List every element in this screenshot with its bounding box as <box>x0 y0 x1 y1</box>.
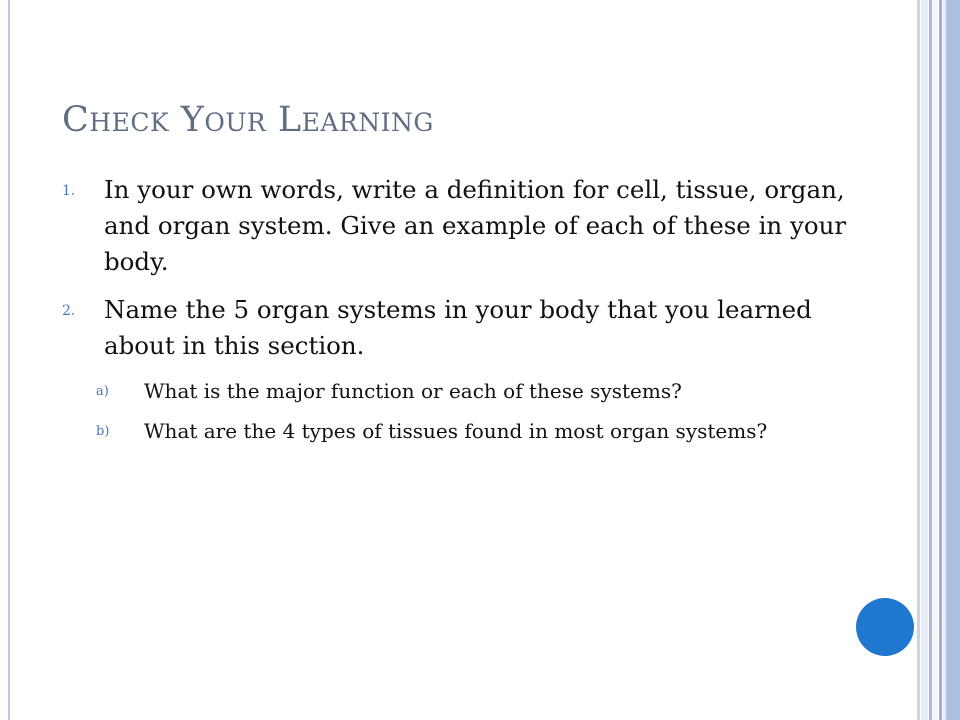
slide-title: Check Your Learning <box>62 100 434 140</box>
sub-list-item <box>62 376 852 406</box>
subitem-text: What is the major function or each of these systems? <box>144 379 682 403</box>
decorative-stripe <box>939 0 942 720</box>
item-number: 2. <box>62 303 76 319</box>
decorative-circle <box>856 598 914 656</box>
subitem-letter: b) <box>96 424 110 439</box>
decorative-stripe <box>921 0 928 720</box>
decorative-stripe <box>929 0 932 720</box>
sub-list-item <box>62 416 852 446</box>
list-item <box>62 292 852 364</box>
item-number: 1. <box>62 183 76 199</box>
left-border-line <box>8 0 10 720</box>
subitem-letter: a) <box>96 384 109 399</box>
decorative-stripe <box>933 0 938 720</box>
question-list <box>62 172 852 456</box>
decorative-stripe <box>946 0 960 720</box>
item-text: Name the 5 organ systems in your body that you learned about in this section. <box>104 295 812 360</box>
item-text: In your own words, write a definition for cell, tissue, organ, and organ system. Give an example of each of these in your body. <box>104 175 847 276</box>
subitem-text: What are the 4 types of tissues found in most organ systems? <box>144 419 768 443</box>
decorative-stripe <box>917 0 920 720</box>
list-item <box>62 172 852 280</box>
